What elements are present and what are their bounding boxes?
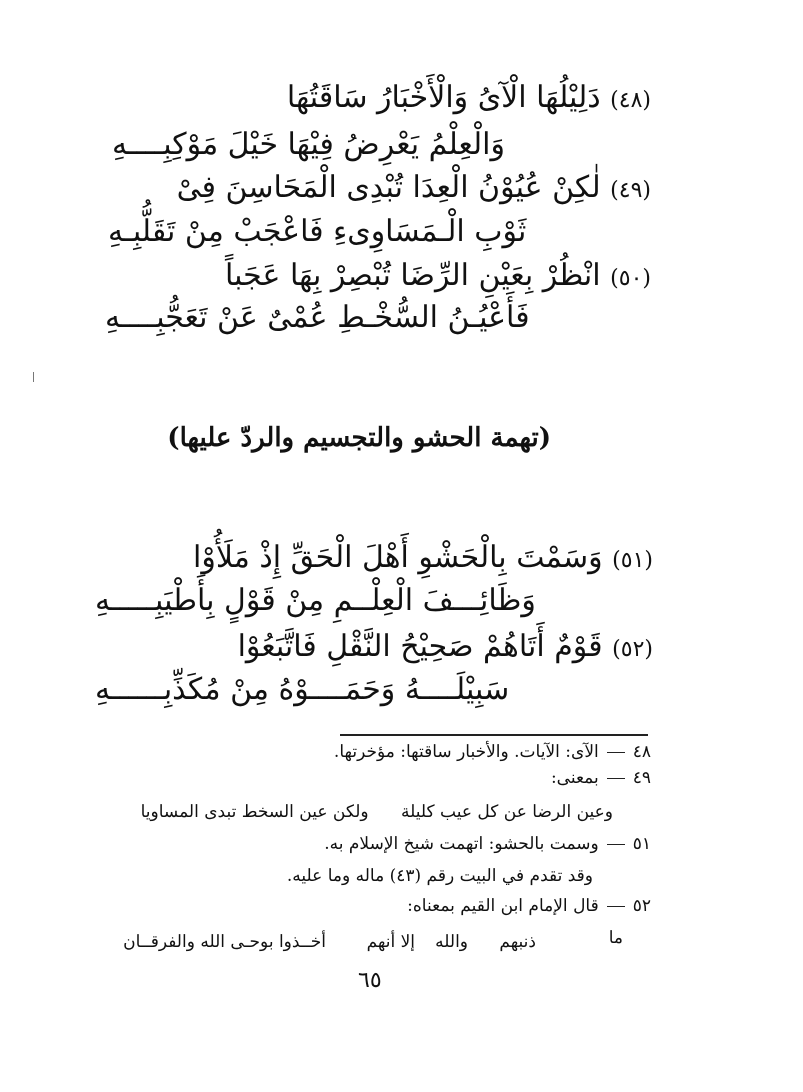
verse-number: (٥٢) — [612, 637, 653, 662]
verse-51-first — [193, 538, 653, 581]
verse-number: (٤٨) — [610, 88, 651, 113]
verse-50-first — [225, 256, 651, 299]
footnote-rule — [340, 734, 648, 736]
footnote-52-word-2: ذنبهم — [499, 932, 536, 952]
footnote-text: بمعنى: — [550, 768, 599, 788]
verse-number: (٥١) — [612, 548, 653, 573]
dash — [607, 752, 625, 754]
verse-51-second: وَظَائِـــفَ الْعِلْــمِ مِنْ قَوْلٍ بِأَطْيَبِـــــهِ — [95, 583, 536, 618]
verse-49-first — [177, 168, 651, 211]
verse-49-second: ثَوْبِ الْـمَسَاوِىءِ فَاعْجَبْ مِنْ تَقَلُّبِـهِ — [108, 214, 527, 249]
footnote-52-word-4: إلا أنهم — [366, 932, 415, 952]
footnote-52 — [407, 894, 651, 918]
verse-number: (٥٠) — [610, 266, 651, 291]
footnote-48 — [334, 740, 651, 764]
footnote-49-verse: وعين الرضا عن كل عيب كليلة ولكن عين السخط تبدى المساويا — [140, 802, 613, 822]
verse-48-second: وَالْعِلْمُ يَعْرِضُ فِيْهَا خَيْلَ مَوْكِبِــــهِ — [112, 127, 505, 162]
verse-52-first — [238, 627, 653, 670]
hemistich: انْظُرْ بِعَيْنِ الرِّضَا تُبْصِرْ بِهَا عَجَباً — [224, 258, 601, 293]
verse-52-second: سَبِيْلَــــهُ وَحَمَــــوْهُ مِنْ مُكَذِّبِــــــهِ — [95, 672, 510, 707]
verse-number: (٤٩) — [610, 178, 651, 203]
footnote-number: ٤٨ — [632, 742, 651, 762]
footnote-number: ٤٩ — [632, 768, 651, 788]
margin-mark — [33, 372, 34, 382]
hemistich: دَلِيْلُهَا الْآىُ وَالْأَخْبَارُ سَاقَتُهَا — [286, 80, 601, 115]
dash — [607, 844, 625, 846]
footnote-51-extra: وقد تقدم في البيت رقم (٤٣) ماله وما عليه. — [286, 866, 593, 886]
footnote-number: ٥٢ — [632, 896, 651, 916]
dash — [607, 906, 625, 908]
footnote-text: الآى: الآيات. والأخبار ساقتها: مؤخرتها. — [333, 742, 599, 762]
verse-48-first — [287, 78, 651, 121]
hemistich: لٰكِنْ عُيُوْنُ الْعِدَا تُبْدِى الْمَحَاسِنَ فِىْ — [176, 170, 601, 205]
footnote-text: قال الإمام ابن القيم بمعناه: — [407, 896, 599, 916]
footnote-52-word-3: والله — [435, 932, 468, 952]
hemistich: قَوْمٌ أَتَاهُمْ صَحِيْحُ النَّقْلِ فَاتَّبَعُوْا — [237, 629, 603, 664]
page-number: ٦٥ — [358, 968, 382, 993]
footnote-text: وسمت بالحشو: اتهمت شيخ الإسلام به. — [324, 834, 599, 854]
verse-50-second: فَأَعْيُـنُ السُّخْـطِ عُمْىٌ عَنْ تَعَجُّبِــــهِ — [105, 300, 530, 335]
footnote-52-word-5: أخــذوا بوحـى الله والفرقــان — [123, 932, 326, 952]
hemistich: وَسَمْتَ بِالْحَشْوِ أَهْلَ الْحَقِّ إِذْ مَلَأُوْا — [193, 540, 603, 575]
footnote-51 — [324, 832, 651, 856]
footnote-number: ٥١ — [632, 834, 651, 854]
dash — [607, 778, 625, 780]
section-heading: (تهمة الحشو والتجسيم والردّ عليها) — [167, 423, 551, 453]
footnote-49 — [551, 766, 651, 790]
footnote-52-word-1: ما — [608, 928, 623, 948]
